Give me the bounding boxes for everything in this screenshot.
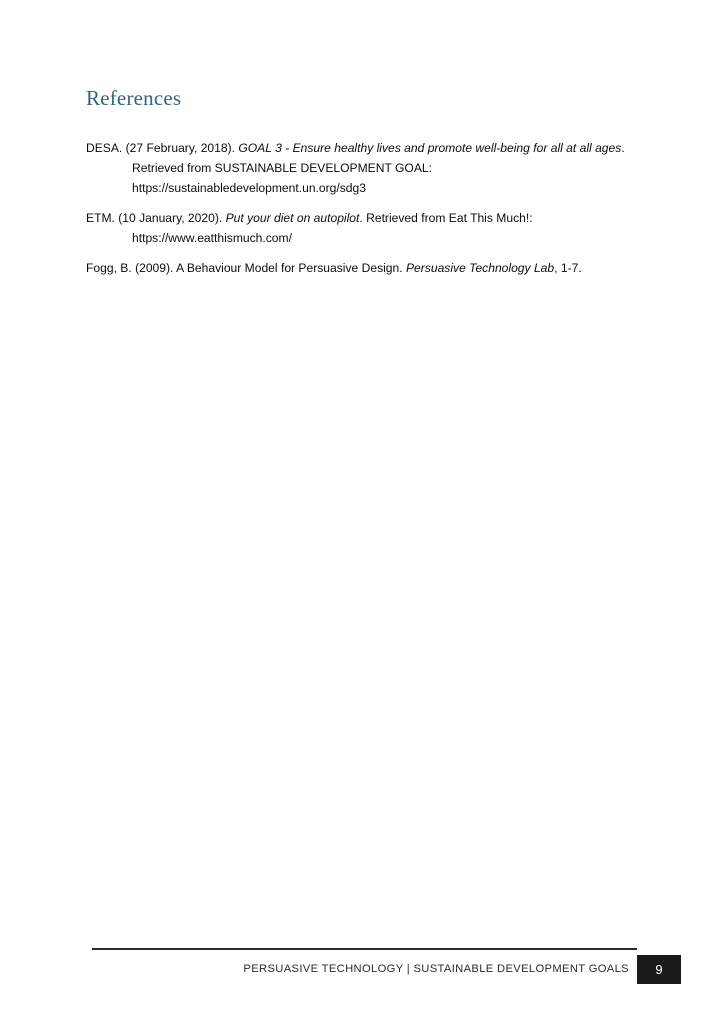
reference-line [86,208,638,228]
footer-divider [92,948,637,950]
reference-list [86,138,638,288]
reference-text: . Retrieved from Eat This Much!: [359,211,533,225]
reference-line [86,258,638,278]
reference-entry [86,138,638,198]
footer-label: PERSUASIVE TECHNOLOGY | SUSTAINABLE DEVELOPMENT GOALS [243,963,629,975]
reference-line [86,228,638,248]
reference-text: DESA. (27 February, 2018). [86,141,239,155]
reference-line [86,178,638,198]
page-title: References [86,86,182,110]
reference-text: https://www.eatthismuch.com/ [132,231,292,245]
reference-entry [86,258,638,278]
reference-text: Retrieved from SUSTAINABLE DEVELOPMENT GOAL: [132,161,432,175]
reference-title-italic: Put your diet on autopilot [225,211,360,225]
reference-text: . [621,141,625,155]
reference-text: ETM. (10 January, 2020). [86,211,226,225]
reference-text: Fogg, B. (2009). A Behaviour Model for Persuasive Design. [86,261,406,275]
reference-line [86,138,638,158]
reference-text: , 1-7. [554,261,582,275]
reference-line [86,158,638,178]
reference-entry [86,208,638,248]
reference-title-italic: Persuasive Technology Lab [405,261,555,275]
page-number-badge: 9 [637,955,681,984]
reference-title-italic: GOAL 3 - Ensure healthy lives and promote well-being for all at all ages [238,141,622,155]
reference-text: https://sustainabledevelopment.un.org/sdg3 [132,181,366,195]
